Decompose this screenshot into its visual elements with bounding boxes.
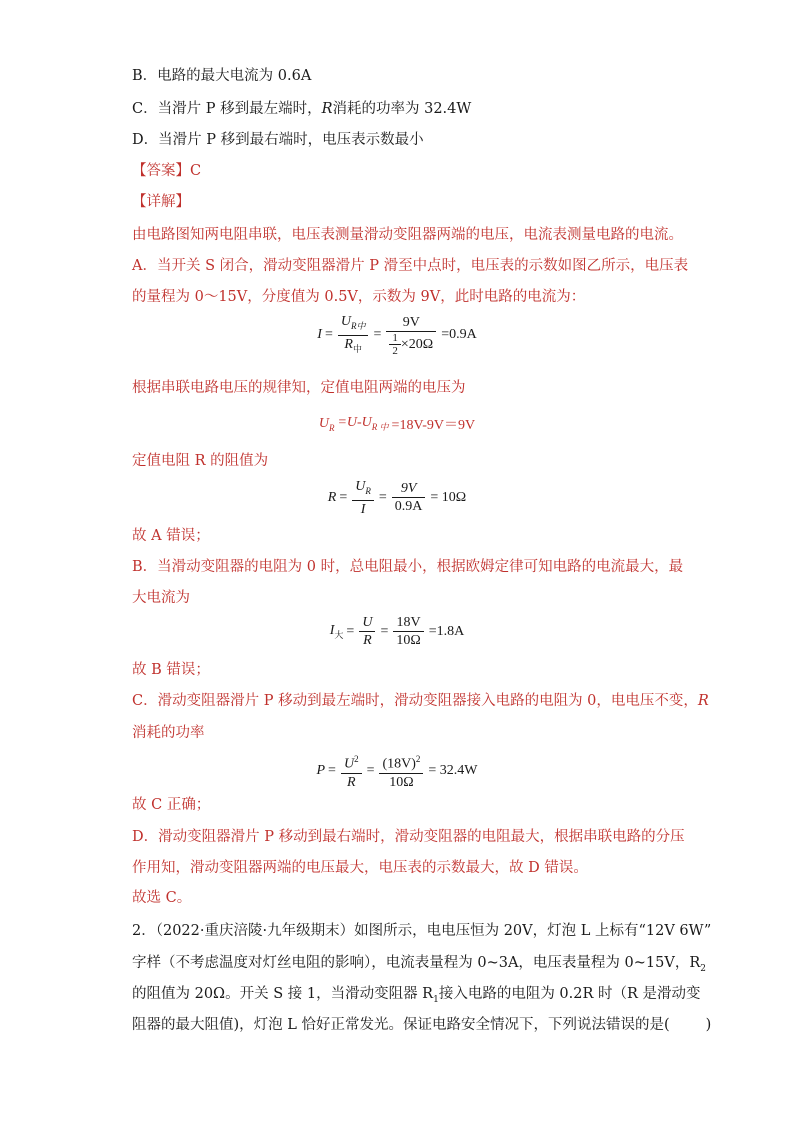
explain-label: 【详解】 — [132, 194, 190, 210]
partA-line2: 的量程为 0～15V，分度值为 0.5V，示数为 9V，此时电路的电流为： — [132, 289, 586, 305]
partA-line1: A．当开关 S 闭合，滑动变阻器滑片 P 滑至中点时，电压表的示数如图乙所示，电压表 — [132, 258, 689, 274]
partC-line2: 消耗的功率 — [132, 725, 205, 741]
option-c-text-end: 消耗的功率为 32.4W — [332, 101, 472, 117]
partC-line1-text: C．滑动变阻器滑片 P 移动到最左端时，滑动变阻器接入电路的电阻为 0，电电压不变， — [132, 693, 698, 709]
partB-line2: 大电流为 — [132, 590, 190, 606]
partA-line4: 定值电阻 R 的阻值为 — [132, 453, 269, 469]
para1: 由电路图知两电阻串联，电压表测量滑动变阻器两端的电压，电流表测量电路的电流。 — [132, 227, 683, 243]
q2-line3: 的阻值为 20Ω。开关 S 接 1，当滑动变阻器 $R_1$接入电路的电阻为 0.2R 时（R 是滑动变 — [132, 986, 701, 1005]
equation-resistance: R = $\frac{U_R}{I}$ = $\frac{9V}{0.9A}$ = 10Ω — [327, 479, 467, 517]
option-c-var: R — [321, 101, 333, 117]
partD-line1: D．滑动变阻器滑片 P 移动到最右端时，滑动变阻器的电阻最大，根据串联电路的分压 — [132, 829, 685, 845]
q2-line1: 2．（2022·重庆涪陵·九年级期末）如图所示，电电压恒为 20V，灯泡 L 上标有“12V 6W” — [132, 923, 712, 939]
partC-line1 — [132, 692, 709, 710]
q2-line2: 字样（不考虑温度对灯丝电阻的影响），电流表量程为 0~3A，电压表量程为 0~15V，$R_2$ — [132, 955, 706, 974]
option-b: B．电路的最大电流为 0.6A — [132, 68, 312, 84]
partA-line3: 根据串联电路电压的规律知，定值电阻两端的电压为 — [132, 380, 466, 396]
option-d: D．当滑片 P 移到最右端时，电压表示数最小 — [132, 132, 424, 148]
partD-line2: 作用知，滑动变阻器两端的电压最大，电压表的示数最大，故 D 错误。 — [132, 860, 588, 876]
final-answer: 故选 C。 — [132, 890, 192, 906]
equation-current: I = $\frac{U_{R中}}{R_中}$ = 9V $\frac{1}{2}$ ×20Ω =0.9A — [317, 314, 477, 357]
q2-line4: 阻器的最大阻值)，灯泡 L 恰好正常发光。保证电路安全情况下，下列说法错误的是( ) — [132, 1017, 712, 1033]
partC-conclusion: 故 C 正确； — [132, 797, 211, 813]
eq1-frac2: 9V $\frac{1}{2}$ ×20Ω — [386, 314, 436, 357]
answer — [132, 162, 201, 180]
eq1-result: =0.9A — [441, 327, 477, 343]
answer-value: C — [190, 163, 202, 179]
partA-conclusion: 故 A 错误； — [132, 528, 210, 544]
equation-voltage: $U_R$ $=U-U_{R 中}$ =18V-9V＝9V — [318, 415, 476, 433]
equation-power: P = $\frac{U^2}{R}$ = $\frac{(18V)^2}{10\Omega}$ = 32.4W — [0, 751, 794, 791]
answer-label: 【答案】 — [132, 163, 190, 179]
eq1-lhs: I — [317, 327, 322, 343]
partB-conclusion: 故 B 错误； — [132, 662, 210, 678]
partB-line1: B．当滑动变阻器的电阻为 0 时，总电阻最小，根据欧姆定律可知电路的电流最大，最 — [132, 559, 684, 575]
partC-line1-var: R — [697, 693, 709, 709]
eq1-frac1: $\frac{U_{R中}}{R_中}$ — [338, 313, 369, 358]
equation-max-current: $I_大$ = $\frac{U}{R}$ = $\frac{18V}{10\Omega}$ =1.8A — [329, 615, 465, 648]
option-c-text: C．当滑片 P 移到最左端时， — [132, 101, 322, 117]
option-c — [132, 100, 471, 118]
